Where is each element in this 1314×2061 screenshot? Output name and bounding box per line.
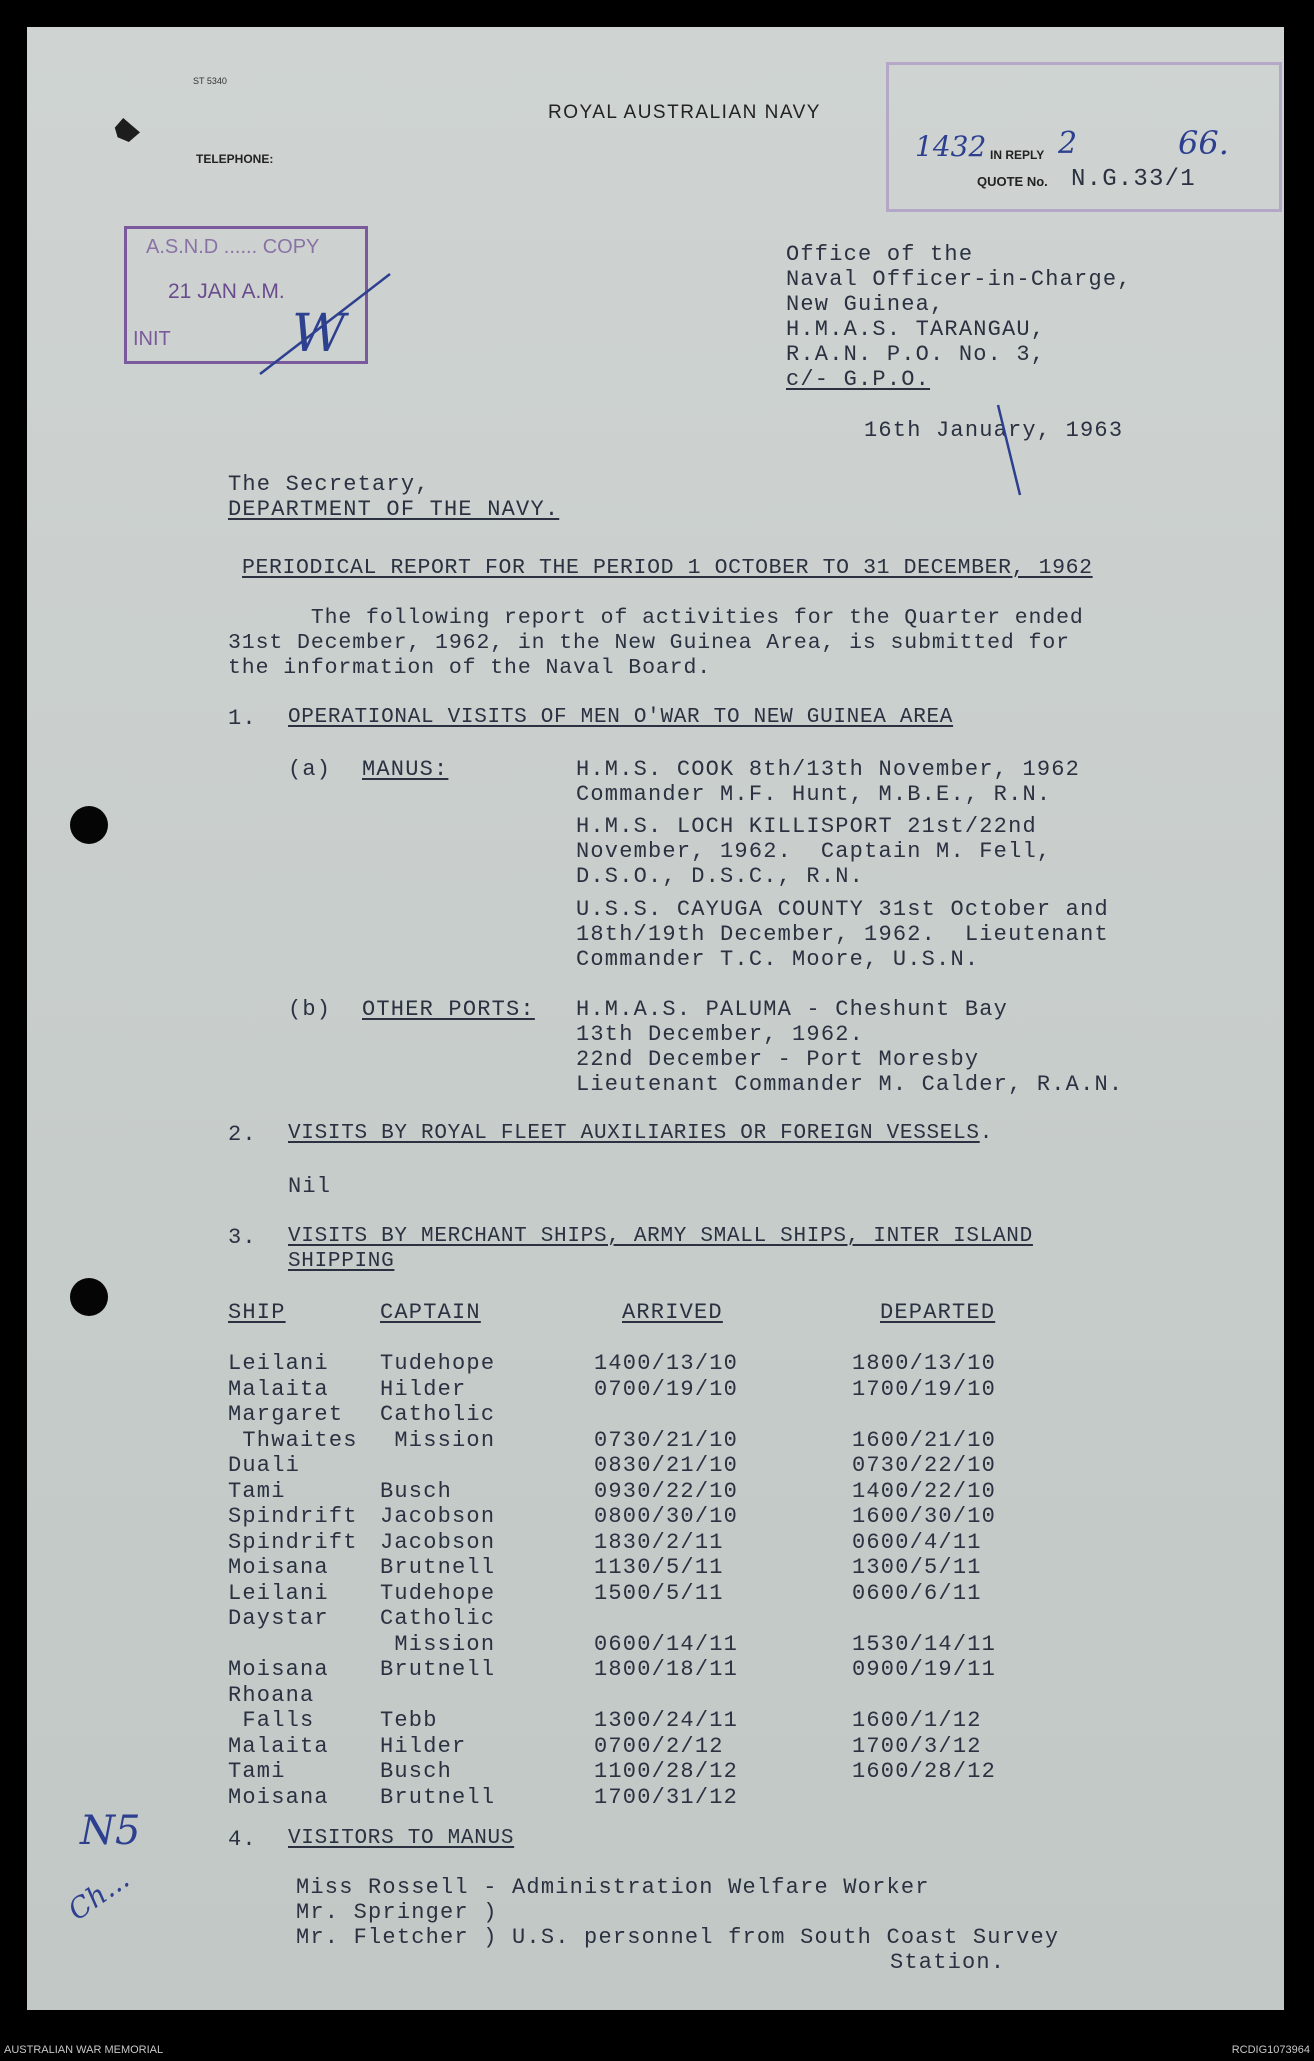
visitor-line-2: Mr. Springer ) — [296, 1900, 498, 1925]
table-cell-captain: Mission — [380, 1631, 496, 1657]
stamp-date: 21 JAN A.M. — [168, 280, 285, 303]
address-line-4: H.M.A.S. TARANGAU, — [786, 317, 1046, 342]
table-cell-captain: Tebb — [380, 1708, 438, 1733]
manus-entry-1-line-2: Commander M.F. Hunt, M.B.E., R.N. — [576, 782, 1052, 807]
table-cell-captain: Hilder — [380, 1376, 467, 1402]
date-pen-stroke — [990, 400, 1030, 500]
table-cell-captain: Catholic — [380, 1606, 496, 1631]
table-cell-ship: Falls — [228, 1708, 315, 1733]
table-cell-arrived: 0800/30/10 — [594, 1504, 739, 1529]
other-ports-line-3: 22nd December - Port Moresby — [576, 1047, 980, 1072]
table-cell-arrived: 1500/5/11 — [594, 1580, 724, 1606]
section-1-heading: OPERATIONAL VISITS OF MEN O'WAR TO NEW GUINEA AREA — [288, 706, 954, 729]
handwritten-number-right: 66. — [1178, 124, 1229, 162]
table-cell-departed: 1800/13/10 — [852, 1351, 997, 1376]
punch-hole-top — [70, 806, 108, 844]
manus-entry-2-line-2: November, 1962. Captain M. Fell, — [576, 839, 1052, 864]
section-1b-place: OTHER PORTS: — [362, 997, 535, 1022]
intro-line-2: 31st December, 1962, in the New Guinea Area, is submitted for — [228, 631, 1070, 655]
table-cell-captain: Jacobson — [380, 1529, 496, 1555]
table-cell-departed: 0730/22/10 — [852, 1453, 997, 1478]
punch-hole-bottom — [70, 1278, 108, 1316]
section-3-number: 3. — [228, 1225, 257, 1250]
intro-line-1: The following report of activities for the Quarter ended — [228, 606, 1084, 630]
table-cell-ship: Moisana — [228, 1784, 329, 1810]
table-cell-arrived: 1700/31/12 — [594, 1784, 739, 1810]
table-cell-departed: 1530/14/11 — [852, 1631, 997, 1657]
table-cell-departed: 0900/19/11 — [852, 1657, 997, 1682]
table-cell-ship: Tami — [228, 1759, 286, 1784]
table-cell-ship: Daystar — [228, 1606, 329, 1631]
stamp-pen-stroke — [250, 264, 400, 384]
table-cell-arrived: 1800/18/11 — [594, 1657, 739, 1682]
stamp-line1: A.S.N.D ...... COPY — [146, 236, 320, 258]
handwritten-number-left: 1432 — [915, 130, 987, 163]
table-cell-ship: Malaita — [228, 1733, 329, 1759]
form-code: ST 5340 — [193, 76, 227, 86]
table-cell-captain: Busch — [380, 1759, 453, 1784]
section-3-heading-line-2: SHIPPING — [288, 1250, 395, 1273]
recipient-line-1: The Secretary, — [228, 472, 430, 497]
table-cell-arrived: 0700/19/10 — [594, 1376, 739, 1402]
section-4-number: 4. — [228, 1827, 257, 1852]
margin-signature: Ch... — [62, 1862, 136, 1928]
table-cell-departed: 1700/19/10 — [852, 1376, 997, 1402]
column-header-departed: DEPARTED — [880, 1300, 996, 1325]
address-line-3: New Guinea, — [786, 292, 945, 317]
letter-date: 16th January, 1963 — [864, 418, 1124, 443]
section-3-heading-line-1: VISITS BY MERCHANT SHIPS, ARMY SMALL SHIPS, INTER ISLAND — [288, 1225, 1033, 1248]
report-title: PERIODICAL REPORT FOR THE PERIOD 1 OCTOBER TO 31 DECEMBER, 1962 — [242, 556, 1093, 580]
other-ports-line-4: Lieutenant Commander M. Calder, R.A.N. — [576, 1072, 1124, 1097]
table-cell-arrived: 1130/5/11 — [594, 1555, 724, 1580]
column-header-captain: CAPTAIN — [380, 1300, 481, 1325]
table-cell-captain: Jacobson — [380, 1504, 496, 1529]
manus-entry-2-line-3: D.S.O., D.S.C., R.N. — [576, 864, 865, 889]
table-cell-captain: Catholic — [380, 1402, 496, 1427]
handwritten-number-mid: 2 — [1058, 126, 1078, 161]
table-cell-arrived: 1100/28/12 — [594, 1759, 739, 1784]
intro-line-3: the information of the Naval Board. — [228, 656, 712, 680]
address-line-1: Office of the — [786, 242, 974, 267]
section-4-heading: VISITORS TO MANUS — [288, 1827, 515, 1850]
table-cell-arrived: 0600/14/11 — [594, 1631, 739, 1657]
section-1a-label: (a) — [288, 757, 332, 782]
manus-entry-3-line-3: Commander T.C. Moore, U.S.N. — [576, 947, 980, 972]
org-name: ROYAL AUSTRALIAN NAVY — [548, 102, 821, 123]
table-cell-departed: 1600/28/12 — [852, 1759, 997, 1784]
table-cell-captain: Hilder — [380, 1733, 467, 1759]
table-cell-ship: Margaret — [228, 1402, 344, 1427]
section-1-number: 1. — [228, 706, 257, 731]
footer-right: RCDIG1073964 — [1231, 2044, 1310, 2056]
section-1b-label: (b) — [288, 997, 332, 1022]
table-cell-departed: 1600/30/10 — [852, 1504, 997, 1529]
section-2-number: 2. — [228, 1122, 257, 1147]
telephone-label: TELEPHONE: — [196, 152, 274, 166]
table-cell-departed: 0600/6/11 — [852, 1580, 982, 1606]
table-cell-departed: 1600/1/12 — [852, 1708, 982, 1733]
manus-entry-3-line-1: U.S.S. CAYUGA COUNTY 31st October and — [576, 897, 1109, 922]
manus-entry-3-line-2: 18th/19th December, 1962. Lieutenant — [576, 922, 1109, 947]
table-cell-ship: Rhoana — [228, 1682, 315, 1708]
stamp-initials: W — [292, 304, 346, 364]
stamp-init: INIT — [133, 328, 171, 350]
manus-entry-2-line-1: H.M.S. LOCH KILLISPORT 21st/22nd — [576, 814, 1037, 839]
column-header-ship: SHIP — [228, 1300, 286, 1325]
table-cell-captain: Tudehope — [380, 1580, 496, 1606]
manus-entry-1-line-1: H.M.S. COOK 8th/13th November, 1962 — [576, 757, 1081, 782]
table-cell-captain: Brutnell — [380, 1555, 496, 1580]
section-2-heading: VISITS BY ROYAL FLEET AUXILIARIES OR FOREIGN VESSELS — [288, 1122, 980, 1145]
table-cell-arrived: 0930/22/10 — [594, 1478, 739, 1504]
other-ports-line-2: 13th December, 1962. — [576, 1022, 865, 1047]
table-cell-ship: Spindrift — [228, 1504, 358, 1529]
section-2-heading-wrap — [288, 1122, 993, 1145]
quote-value: N.G.33/1 — [1071, 166, 1196, 193]
table-cell-ship: Leilani — [228, 1580, 329, 1606]
table-cell-departed: 1400/22/10 — [852, 1478, 997, 1504]
footer-left: AUSTRALIAN WAR MEMORIAL — [4, 2044, 164, 2056]
section-2-period: . — [979, 1122, 994, 1145]
other-ports-line-1: H.M.A.S. PALUMA - Cheshunt Bay — [576, 997, 1009, 1022]
table-cell-arrived: 1400/13/10 — [594, 1351, 739, 1376]
table-cell-arrived: 0830/21/10 — [594, 1453, 739, 1478]
section-2-body: Nil — [288, 1174, 332, 1199]
table-cell-captain: Brutnell — [380, 1657, 496, 1682]
table-cell-departed: 1600/21/10 — [852, 1427, 997, 1453]
table-cell-ship: Spindrift — [228, 1529, 358, 1555]
table-cell-ship: Malaita — [228, 1376, 329, 1402]
table-cell-arrived: 0700/2/12 — [594, 1733, 724, 1759]
table-cell-captain: Mission — [380, 1427, 496, 1453]
table-cell-ship: Thwaites — [228, 1427, 358, 1453]
table-cell-departed: 1700/3/12 — [852, 1733, 982, 1759]
table-cell-ship: Duali — [228, 1453, 301, 1478]
table-cell-ship: Tami — [228, 1478, 286, 1504]
table-cell-ship: Moisana — [228, 1657, 329, 1682]
recipient-line-2: DEPARTMENT OF THE NAVY. — [228, 497, 560, 522]
address-line-6: c/- G.P.O. — [786, 367, 931, 392]
visitor-line-3: Mr. Fletcher ) U.S. personnel from South Coast Survey — [296, 1925, 1060, 1950]
quote-label: QUOTE No. — [977, 174, 1048, 189]
table-cell-arrived: 1830/2/11 — [594, 1529, 724, 1555]
table-cell-captain: Tudehope — [380, 1351, 496, 1376]
table-cell-arrived: 1300/24/11 — [594, 1708, 739, 1733]
visitor-line-1: Miss Rossell - Administration Welfare Worker — [296, 1875, 930, 1900]
table-cell-ship: Moisana — [228, 1555, 329, 1580]
table-cell-departed: 0600/4/11 — [852, 1529, 982, 1555]
table-cell-ship: Leilani — [228, 1351, 329, 1376]
table-cell-arrived: 0730/21/10 — [594, 1427, 739, 1453]
address-line-2: Naval Officer-in-Charge, — [786, 267, 1132, 292]
table-cell-captain: Busch — [380, 1478, 453, 1504]
table-cell-captain: Brutnell — [380, 1784, 496, 1810]
table-cell-departed: 1300/5/11 — [852, 1555, 982, 1580]
margin-note-n5: N5 — [80, 1808, 141, 1854]
in-reply-label: IN REPLY — [990, 148, 1045, 162]
section-1a-place: MANUS: — [362, 757, 449, 782]
column-header-arrived: ARRIVED — [622, 1300, 723, 1325]
visitor-line-4: Station. — [890, 1950, 1006, 1975]
address-line-5: R.A.N. P.O. No. 3, — [786, 342, 1046, 367]
